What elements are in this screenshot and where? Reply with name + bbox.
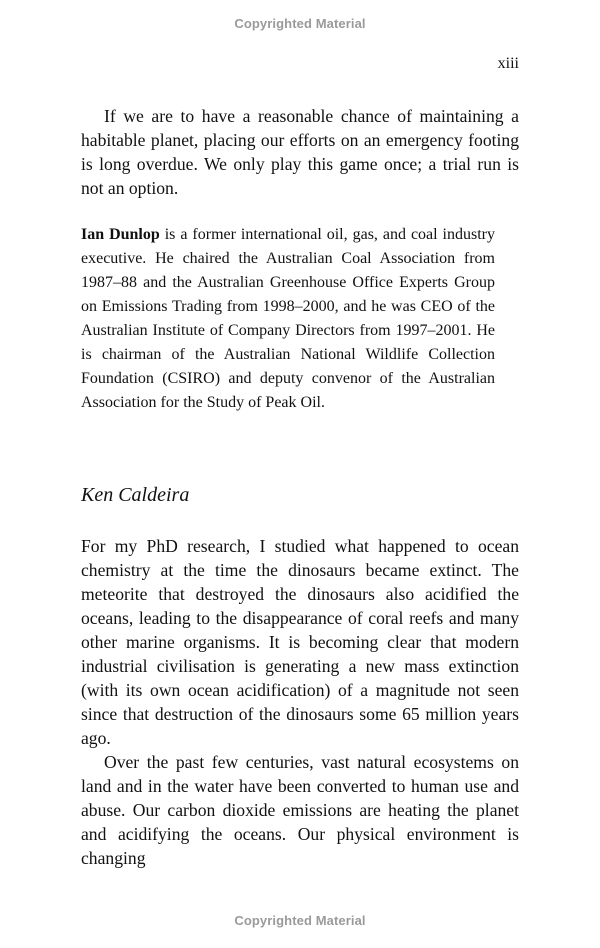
intro-section <box>81 104 519 200</box>
author-bio <box>81 223 495 415</box>
section-heading: Ken Caldeira <box>81 484 190 506</box>
copyright-watermark-bottom: Copyrighted Material <box>234 913 366 928</box>
bio-author-name: Ian Dunlop <box>81 226 160 243</box>
bio-paragraph <box>81 223 495 415</box>
copyright-watermark-top: Copyrighted Material <box>234 16 366 31</box>
section-paragraph-1: For my PhD research, I studied what happened to ocean chemistry at the time the dinosaurs became extinct. The meteorite that destroyed the dinosaurs also acidified the oceans, leading to the disappearance of coral reefs and many other marine organisms. It is becoming clear that modern industrial civilisation is generating a new mass extinction (with its own ocean acidification) of a magnitude not seen since that destruction of the dinosaurs some 65 million years ago. <box>81 536 519 748</box>
page-number: xiii <box>497 55 519 72</box>
intro-paragraph: If we are to have a reasonable chance of maintaining a habitable planet, placing our efforts on an emergency footing is long overdue. We only play this game once; a trial run is not an option. <box>81 106 519 198</box>
section-body <box>81 534 519 870</box>
bio-description: is a former international oil, gas, and coal industry executive. He chaired the Australian Coal Association from 1987–88 and the Australian Greenhouse Office Experts Group on Emissions Trading from 1998–2000, and he was CEO of the Australian Institute of Company Directors from 1997–2001. He is chairman of the Australian National Wildlife Collection Foundation (CSIRO) and deputy convenor of the Australian Association for the Study of Peak Oil. <box>81 226 495 411</box>
section-paragraph-2: Over the past few centuries, vast natural ecosystems on land and in the water have been converted to human use and abuse. Our carbon dioxide emissions are heating the planet and acidifying the oceans. Our physical environment is changing <box>81 752 519 868</box>
